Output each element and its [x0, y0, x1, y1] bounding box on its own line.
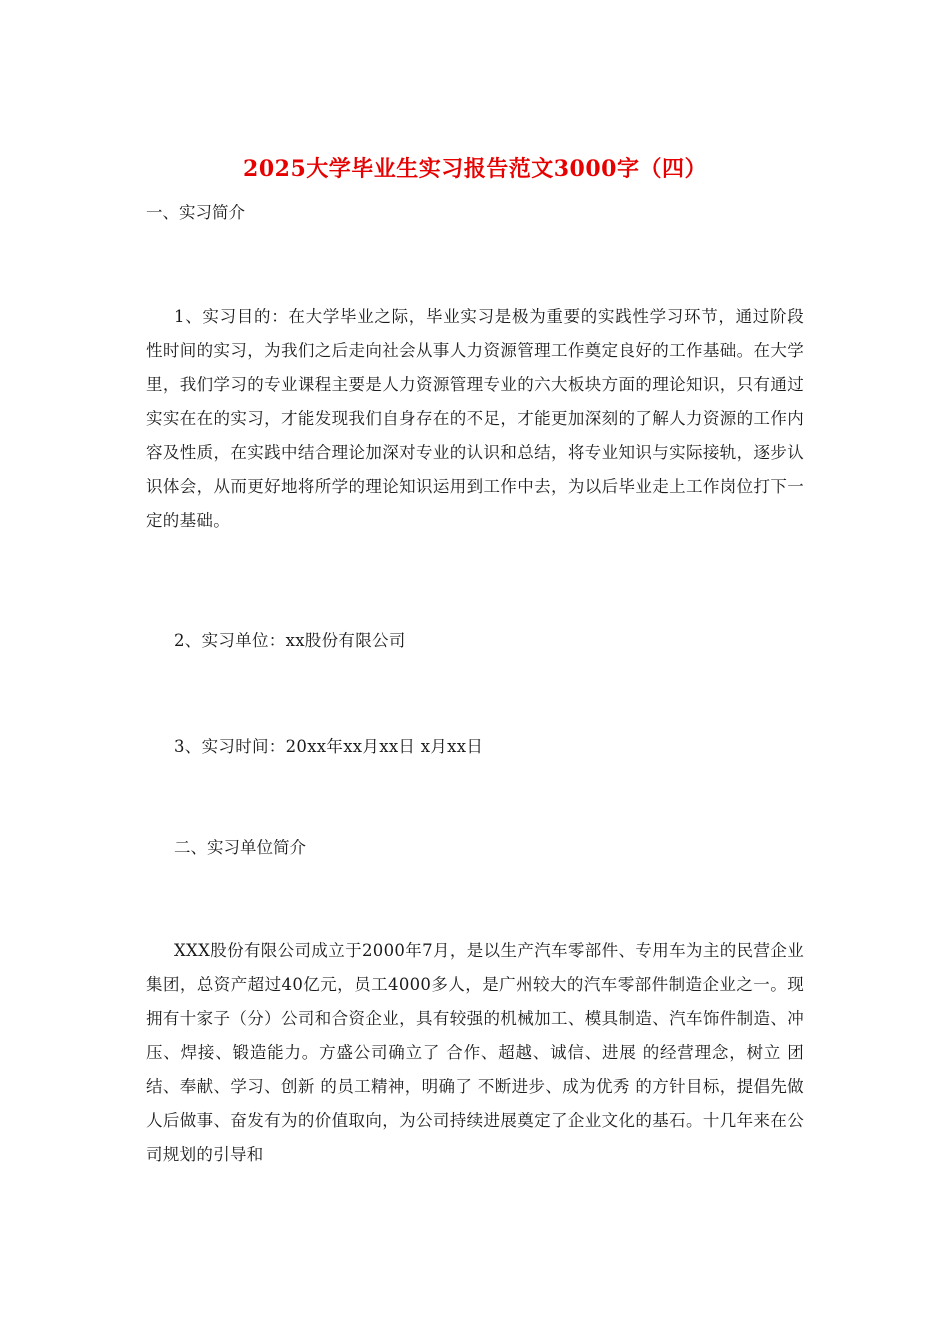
paragraph-internship-time: 3、实习时间：20xx年xx月xx日 x月xx日 — [174, 737, 484, 756]
paragraph-internship-purpose: 1、实习目的：在大学毕业之际，毕业实习是极为重要的实践性学习环节，通过阶段性时间的实习，为我们之后走向社会从事人力资源管理工作奠定良好的工作基础。在大学里，我们学习的专业课程主要是人力资源管理专业的六大板块方面的理论知识，只有通过实实在在的实习，才能发现我们自身存在的不足，才能更加深刻的了解人力资源的工作内容及性质，在实践中结合理论加深对专业的认识和总结，将专业知识与实际接轨，逐步认识体会，从而更好地将所学的理论知识运用到工作中去，为以后毕业走上工作岗位打下一定的基础。 — [146, 307, 804, 530]
section-heading-company-intro: 二、实习单位简介 — [174, 838, 306, 857]
document-title: 2025大学毕业生实习报告范文3000字（四） — [243, 156, 707, 182]
paragraph-company-intro: XXX股份有限公司成立于2000年7月，是以生产汽车零部件、专用车为主的民营企业集团，总资产超过40亿元，员工4000多人，是广州较大的汽车零部件制造企业之一。现拥有十家子（分）公司和合资企业，具有较强的机械加工、模具制造、汽车饰件制造、冲压、焊接、锻造能力。方盛公司确立了 合作、超越、诚信、进展 的经营理念，树立 团结、奉献、学习、创新 的员工精神，明确了 不断进步、成为优秀 的方针目标，提倡先做人后做事、奋发有为的价值取向，为公司持续进展奠定了企业文化的基石。十几年来在公司规划的引导和 — [146, 941, 804, 1164]
paragraph-internship-unit: 2、实习单位：xx股份有限公司 — [174, 631, 406, 650]
section-heading-internship-intro: 一、实习简介 — [146, 203, 245, 222]
